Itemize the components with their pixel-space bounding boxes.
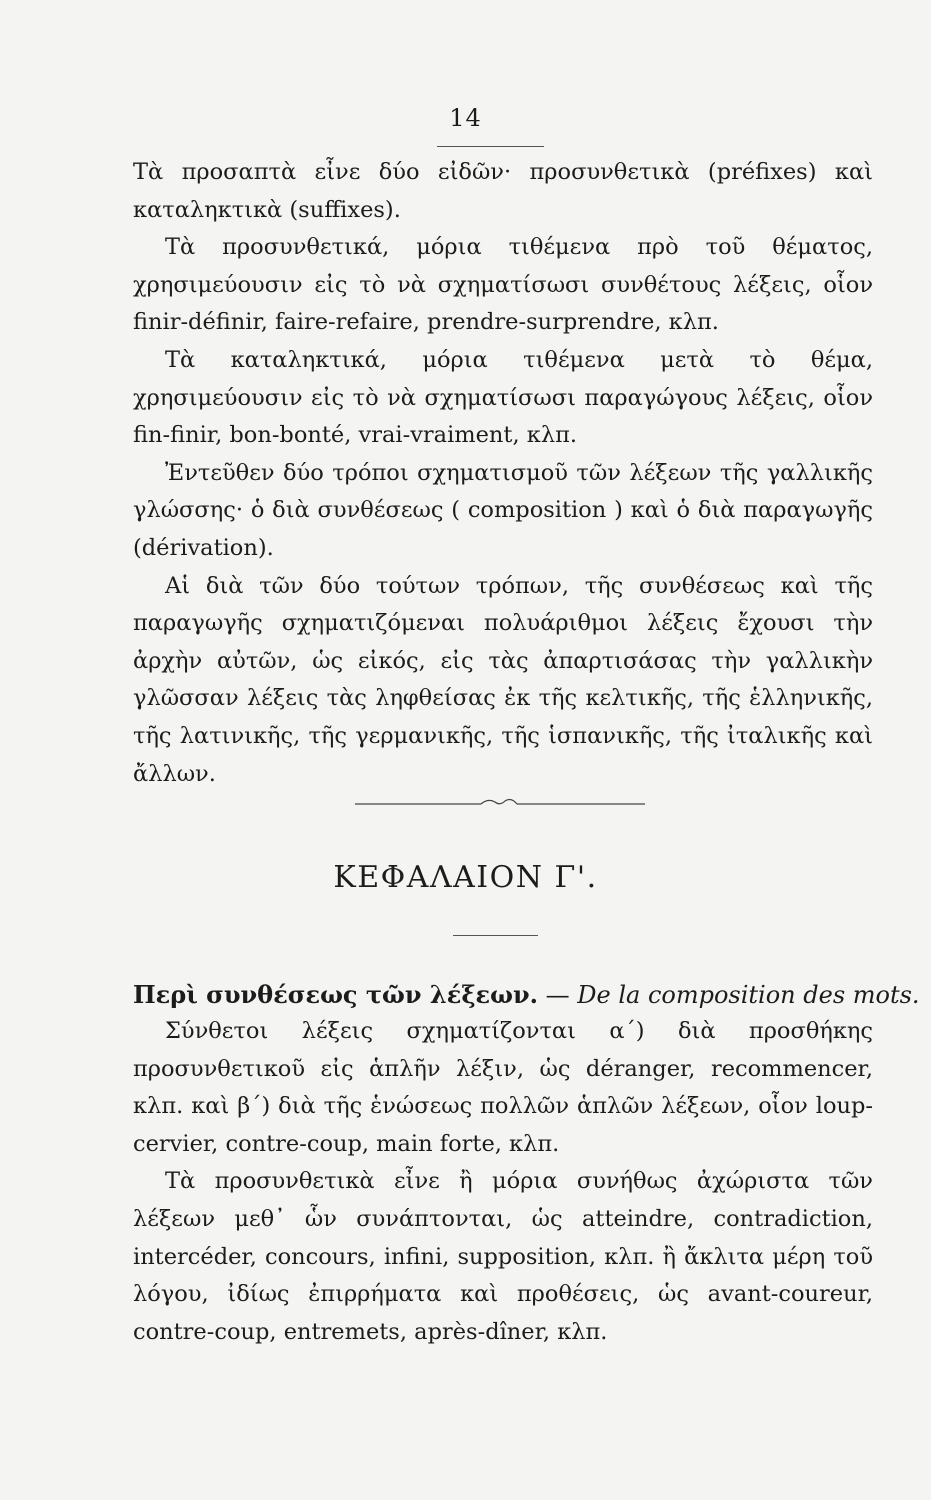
paragraph: Τὰ προσυνθετικά, μόρια τιθέμενα πρὸ τοῦ θέματος, χρησιμεύουσιν εἰς τὸ νὰ σχηματίσωσι συνθέτους λέξεις, οἷον finir-définir, faire-refaire, prendre-surprendre, κλπ. — [133, 234, 873, 336]
section-text — [133, 1013, 873, 1351]
section-heading-dash: — — [537, 981, 578, 1009]
section-divider-ornament — [355, 797, 645, 811]
paragraph: Τὰ καταληκτικά, μόρια τιθέμενα μετὰ τὸ θέμα, χρησιμεύουσιν εἰς τὸ νὰ σχηματίσωσι παραγώγους λέξεις, οἷον fin-finir, bon-bonté, vrai-vraiment, κλπ. — [133, 346, 873, 449]
paragraph: Τὰ προσυνθετικὰ εἶνε ἢ μόρια συνήθως ἀχώριστα τῶν λέξεων μεθ᾿ ὧν συνάπτονται, ὡς atteindre, contradiction, intercéder, concours, infini, supposition, κλπ. ἢ ἄκλιτα μέρη τοῦ λόγου, ἰδίως ἐπιρρήματα καὶ προθέσεις, ὡς avant-coureur, contre-coup, entremets, après-dîner, κλπ. — [133, 1168, 873, 1345]
section-heading-greek: Περὶ συνθέσεως τῶν λέξεων. — [133, 980, 538, 1009]
page-number: 14 — [449, 104, 482, 132]
paragraph: Τὰ προσαπτὰ εἶνε δύο εἰδῶν· προσυνθετικὰ (préfixes) καὶ καταληκτικὰ (suffixes). — [133, 159, 873, 223]
chapter-title: ΚΕΦΑΛΑΙΟΝ Γ'. — [333, 860, 598, 895]
intro-text — [133, 154, 873, 793]
chapter-rule — [453, 935, 538, 936]
section-heading-french: De la composition des mots. — [577, 981, 920, 1009]
paragraph: Αἱ διὰ τῶν δύο τούτων τρόπων, τῆς συνθέσεως καὶ τῆς παραγωγῆς σχηματιζόμεναι πολυάριθμοι λέξεις ἔχουσι τὴν ἀρχὴν αὐτῶν, ὡς εἰκός, εἰς τὰς ἀπαρτισάσας τὴν γαλλικὴν γλῶσσαν λέξεις τὰς ληφθείσας ἐκ τῆς κελτικῆς, τῆς ἑλληνικῆς, τῆς λατινικῆς, τῆς γερμανικῆς, τῆς ἱσπανικῆς, τῆς ἰταλικῆς καὶ ἄλλων. — [133, 572, 873, 787]
paragraph: Σύνθετοι λέξεις σχηματίζονται α΄) διὰ προσθήκης προσυνθετικοῦ εἰς ἁπλῆν λέξιν, ὡς déranger, recommencer, κλπ. καὶ β΄) διὰ τῆς ἑνώσεως πολλῶν ἁπλῶν λέξεων, οἷον loup-cervier, contre-coup, main forte, κλπ. — [133, 1018, 873, 1157]
header-rule — [437, 146, 544, 147]
section-heading — [133, 980, 920, 1009]
paragraph: Ἐντεῦθεν δύο τρόποι σχηματισμοῦ τῶν λέξεων τῆς γαλλικῆς γλώσσης· ὁ διὰ συνθέσεως ( composition ) καὶ ὁ διὰ παραγωγῆς (dérivation). — [133, 459, 873, 561]
